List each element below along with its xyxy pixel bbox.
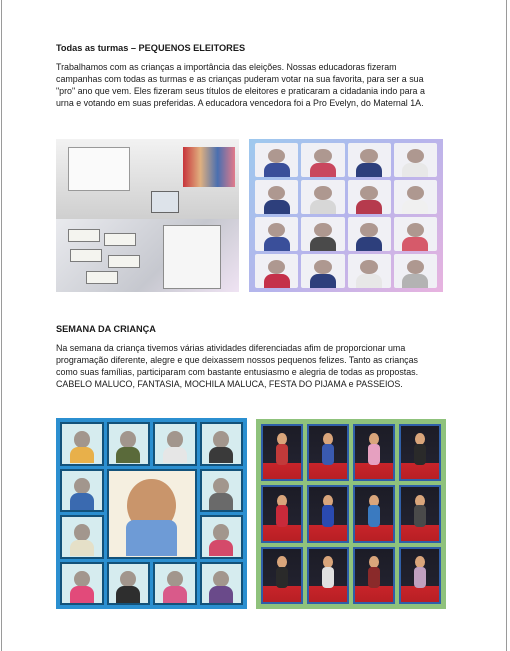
collage-photo	[107, 562, 151, 606]
collage-grid	[60, 422, 243, 605]
photo-collage-crazy-hair	[56, 418, 247, 609]
collage-photo	[200, 469, 244, 513]
collage-photo	[394, 143, 437, 177]
voter-card	[104, 233, 136, 246]
paragraph-line: CABELO MALUCO, FANTASIA, MOCHILA MALUCA, FESTA DO PIJAMA e PASSEIOS.	[56, 379, 403, 389]
collage-photo	[153, 422, 197, 466]
collage-photo	[394, 217, 437, 251]
collage-photo	[348, 217, 391, 251]
paragraph-line: "pro" ano que vem. Eles fizeram seus títulos de eleitores e praticaram a cidadania indo para a	[56, 86, 425, 96]
collage-photo	[353, 485, 395, 542]
paragraph-line: como suas famílias, participaram com bastante entusiasmo e alegria de todas as propostas.	[56, 367, 419, 377]
collage-photo	[301, 217, 344, 251]
collage-photo	[301, 254, 344, 288]
children-group	[183, 147, 235, 187]
collage-photo	[200, 562, 244, 606]
collage-photo	[399, 424, 441, 481]
collage-photo	[307, 485, 349, 542]
collage-photo	[399, 485, 441, 542]
paragraph-line: programação diferente, alegre e que deixassem nossos pequenos felizes. Tanto as crianças	[56, 355, 418, 365]
collage-photo	[200, 515, 244, 559]
collage-photo	[348, 180, 391, 214]
voter-card	[108, 255, 140, 268]
voting-booth	[68, 147, 130, 191]
collage-photo	[261, 424, 303, 481]
collage-photo	[255, 254, 298, 288]
collage-photo	[394, 254, 437, 288]
paragraph-line: Na semana da criança tivemos várias atividades diferenciadas afim de proporcionar uma	[56, 343, 406, 353]
ballot-box-screen	[151, 191, 179, 213]
collage-photo	[60, 562, 104, 606]
voter-card	[70, 249, 102, 262]
collage-photo	[261, 485, 303, 542]
collage-photo	[348, 254, 391, 288]
collage-photo	[107, 422, 151, 466]
section-title-elections: Todas as turmas – PEQUENOS ELEITORES	[56, 43, 246, 53]
collage-grid	[255, 143, 437, 288]
collage-photo	[301, 180, 344, 214]
paragraph-childrens-week	[56, 342, 456, 390]
paragraph-line: urna e votando em suas preferidas. A educadora vencedora foi a Pro Evelyn, do Maternal 1A.	[56, 98, 424, 108]
collage-photo	[255, 217, 298, 251]
collage-photo	[307, 547, 349, 604]
voter-card	[68, 229, 100, 242]
collage-photo	[60, 469, 104, 513]
collage-photo	[153, 562, 197, 606]
collage-photo	[60, 422, 104, 466]
collage-photo	[353, 547, 395, 604]
collage-photo	[353, 424, 395, 481]
photo-collage-children-voting	[249, 139, 443, 292]
voting-booth-closeup	[163, 225, 221, 289]
paragraph-elections	[56, 61, 456, 109]
collage-photo	[255, 143, 298, 177]
collage-grid	[261, 424, 441, 604]
collage-photo	[348, 143, 391, 177]
collage-photo	[394, 180, 437, 214]
photo-voting-booth	[56, 139, 239, 292]
collage-photo	[301, 143, 344, 177]
collage-photo	[307, 424, 349, 481]
paragraph-line: campanhas com todas as turmas e as crianças puderam votar na sua favorita, para ser a sua	[56, 74, 424, 84]
voter-card	[86, 271, 118, 284]
paragraph-line: Trabalhamos com as crianças a importância das eleições. Nossas educadoras fizeram	[56, 62, 397, 72]
section-title-childrens-week: SEMANA DA CRIANÇA	[56, 324, 156, 334]
collage-photo	[255, 180, 298, 214]
photo-collage-costumes	[256, 419, 446, 609]
collage-photo-featured	[107, 469, 197, 559]
collage-photo	[261, 547, 303, 604]
collage-photo	[399, 547, 441, 604]
collage-photo	[200, 422, 244, 466]
collage-photo	[60, 515, 104, 559]
